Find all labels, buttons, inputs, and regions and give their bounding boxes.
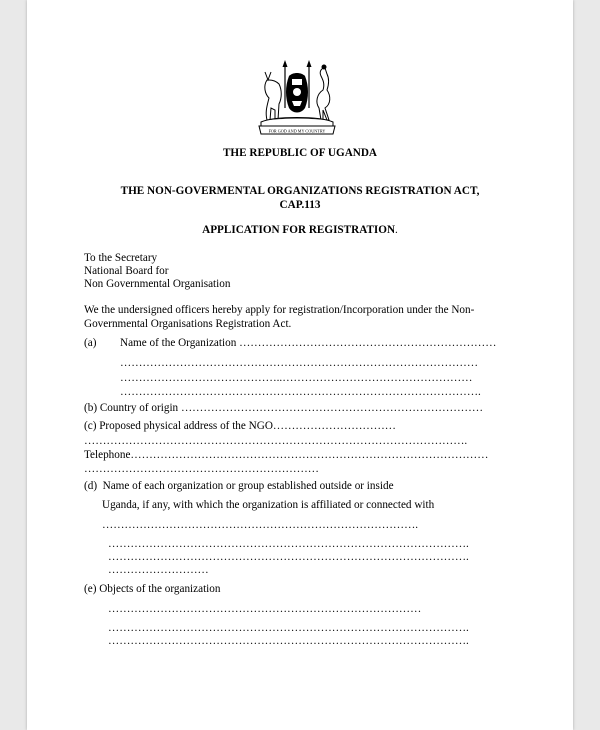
field-organization-name-line4[interactable]: ……………………………………………………………………………………. <box>120 386 481 398</box>
intro-line1: We the undersigned officers hereby apply for registration/Incorporation under the Non- <box>84 304 475 316</box>
field-objects-line2[interactable]: ……………………………………………………………………………………. <box>108 622 469 634</box>
field-affiliation-line4[interactable]: ……………………… <box>108 564 209 576</box>
field-affiliation-label1: (d) Name of each organization or group established outside or inside <box>84 480 394 492</box>
field-objects-label: (e) Objects of the organization <box>84 583 221 595</box>
crest-motto: FOR GOD AND MY COUNTRY <box>268 128 326 134</box>
addressee-line3: Non Governmental Organisation <box>84 278 231 290</box>
field-organization-name-line3[interactable]: ……………………………………..…………………………………………… <box>120 372 473 384</box>
republic-heading: THE REPUBLIC OF UGANDA <box>222 147 378 159</box>
act-heading-line1: THE NON-GOVERMENTAL ORGANIZATIONS REGISTRATION ACT, <box>120 185 480 197</box>
field-country-of-origin[interactable]: (b) Country of origin ……………………………………………………………………… <box>84 402 484 414</box>
act-heading-line2: CAP.113 <box>279 199 321 211</box>
field-telephone[interactable]: Telephone…………………………………………………………………………………… <box>84 449 489 461</box>
field-telephone-line2[interactable]: ……………………………………………………… <box>84 463 319 475</box>
field-organization-name[interactable]: Name of the Organization …………………………………………………………… <box>120 337 497 349</box>
application-title-text: APPLICATION FOR REGISTRATION <box>202 224 396 236</box>
field-a-label: (a) <box>84 337 97 349</box>
addressee-line2: National Board for <box>84 265 169 277</box>
field-organization-name-line2[interactable]: …………………………………………………………………………………… <box>120 357 478 369</box>
field-objects-line3[interactable]: ……………………………………………………………………………………. <box>108 635 469 647</box>
field-affiliation-line3[interactable]: ……………………………………………………………………………………. <box>108 551 469 563</box>
field-objects-line1[interactable]: ………………………………………………………………………… <box>108 603 422 615</box>
field-affiliation-line2[interactable]: ……………………………………………………………………………………. <box>108 538 469 550</box>
field-affiliation-label2: Uganda, if any, with which the organization is affiliated or connected with <box>102 499 435 511</box>
field-affiliation-line1[interactable]: …………………………………………………………………………. <box>102 519 419 531</box>
uganda-coat-of-arms-icon <box>255 58 339 138</box>
addressee-line1: To the Secretary <box>84 252 158 264</box>
field-physical-address-line2[interactable]: …………………………………………………………………………………………. <box>84 435 468 447</box>
application-title-period: . <box>395 224 398 236</box>
application-title <box>27 223 573 237</box>
field-physical-address[interactable]: (c) Proposed physical address of the NGO…………………………… <box>84 420 396 432</box>
document-page <box>27 0 573 730</box>
intro-line2: Governmental Organisations Registration Act. <box>84 318 292 330</box>
